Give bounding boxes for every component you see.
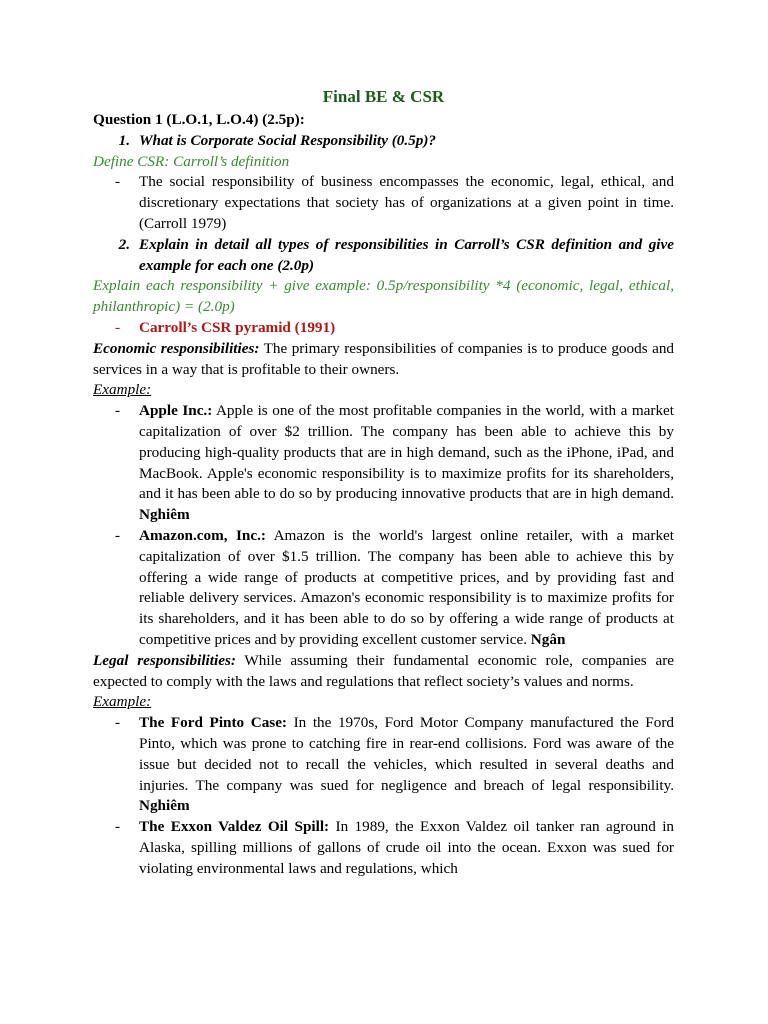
- bullet-dash: -: [115, 714, 121, 732]
- question-heading: Question 1 (L.O.1, L.O.4) (2.5p):: [93, 111, 305, 128]
- legal-example-label: Example:: [93, 693, 152, 711]
- question-item-2: [93, 235, 674, 277]
- example-text: Amazon is the world's largest online retailer, with a market capitalization of over $1.5 trillion. The company has been able to achieve this by offering a wide range of products at competitive prices, and by providing fast and reliable delivery services. Amazon's economic responsibility is to maximize profits for its shareholders, and it has been able to do so by offering a wide range of products at competitive prices and by providing excellent customer service.: [139, 526, 674, 648]
- example-amazon: [93, 526, 674, 651]
- pyramid-heading: Carroll’s CSR pyramid (1991): [139, 318, 336, 336]
- item-number: 1.: [118, 131, 130, 149]
- question-text: Explain in detail all types of responsibilities in Carroll’s CSR definition and give example for each one (2.0p): [139, 235, 674, 274]
- question-text: What is Corporate Social Responsibility (0.5p)?: [139, 131, 437, 149]
- author-name: Ngân: [530, 630, 566, 648]
- example-text: Apple is one of the most profitable companies in the world, with a market capitalization of over $2 trillion. The company has been able to achieve this by producing high-quality products that are in high demand, such as the iPhone, iPad, and MacBook. Apple's economic responsibility is to maximize profits for its shareholders, and it has been able to do so by producing innovative products that are in high demand.: [139, 402, 674, 503]
- legal-paragraph: [93, 651, 674, 693]
- example-text: In the 1970s, Ford Motor Company manufactured the Ford Pinto, which was prone to catching fire in rear-end collisions. Ford was aware of the issue but decided not to recall the vehicles, which resulted in several deaths and injuries. The company was sued for negligence and breach of legal responsibility.: [139, 714, 674, 794]
- author-name: Nghiêm: [139, 797, 190, 815]
- item-number: 2.: [118, 235, 130, 253]
- legal-label: Legal responsibilities:: [93, 651, 236, 669]
- document-title: Final BE & CSR: [322, 87, 445, 106]
- definition-bullet: [93, 172, 674, 234]
- economic-example-label: Example:: [93, 381, 152, 399]
- legal-text: While assuming their fundamental economic role, companies are expected to comply with the laws and regulations that reflect society’s values and norms.: [93, 651, 674, 690]
- economic-paragraph: [93, 339, 674, 381]
- example-text: In 1989, the Exxon Valdez oil tanker ran aground in Alaska, spilling millions of gallons of crude oil into the ocean. Exxon was sued for violating environmental laws and regulations, which: [139, 818, 675, 877]
- case-name: The Exxon Valdez Oil Spill:: [139, 818, 330, 836]
- document-body: [93, 86, 674, 879]
- bullet-dash: -: [115, 526, 121, 544]
- example-exxon-valdez: [93, 817, 674, 879]
- definition-text: The social responsibility of business encompasses the economic, legal, ethical, and discretionary expectations that society has of organizations at a given point in time. (Carroll 1979): [139, 173, 674, 232]
- bullet-dash: -: [115, 173, 121, 191]
- grading-rubric: Explain each responsibility + give example: 0.5p/responsibility *4 (economic, legal, ethical, philanthropic) = (2.0p): [93, 277, 674, 316]
- question-item-1: [93, 131, 674, 152]
- example-apple: [93, 401, 674, 526]
- example-ford-pinto: [93, 713, 674, 817]
- author-name: Nghiêm: [139, 506, 190, 524]
- define-csr-note: Define CSR: Carroll’s definition: [93, 152, 290, 170]
- company-name: Amazon.com, Inc.:: [139, 526, 266, 544]
- economic-label: Economic responsibilities:: [93, 339, 260, 357]
- case-name: The Ford Pinto Case:: [139, 714, 287, 732]
- company-name: Apple Inc.:: [139, 402, 213, 420]
- pyramid-bullet: [93, 318, 674, 339]
- bullet-dash: -: [115, 402, 121, 420]
- bullet-dash: -: [115, 318, 121, 336]
- economic-text: The primary responsibilities of companies is to produce goods and services in a way that is profitable to their owners.: [93, 339, 675, 378]
- bullet-dash: -: [115, 818, 121, 836]
